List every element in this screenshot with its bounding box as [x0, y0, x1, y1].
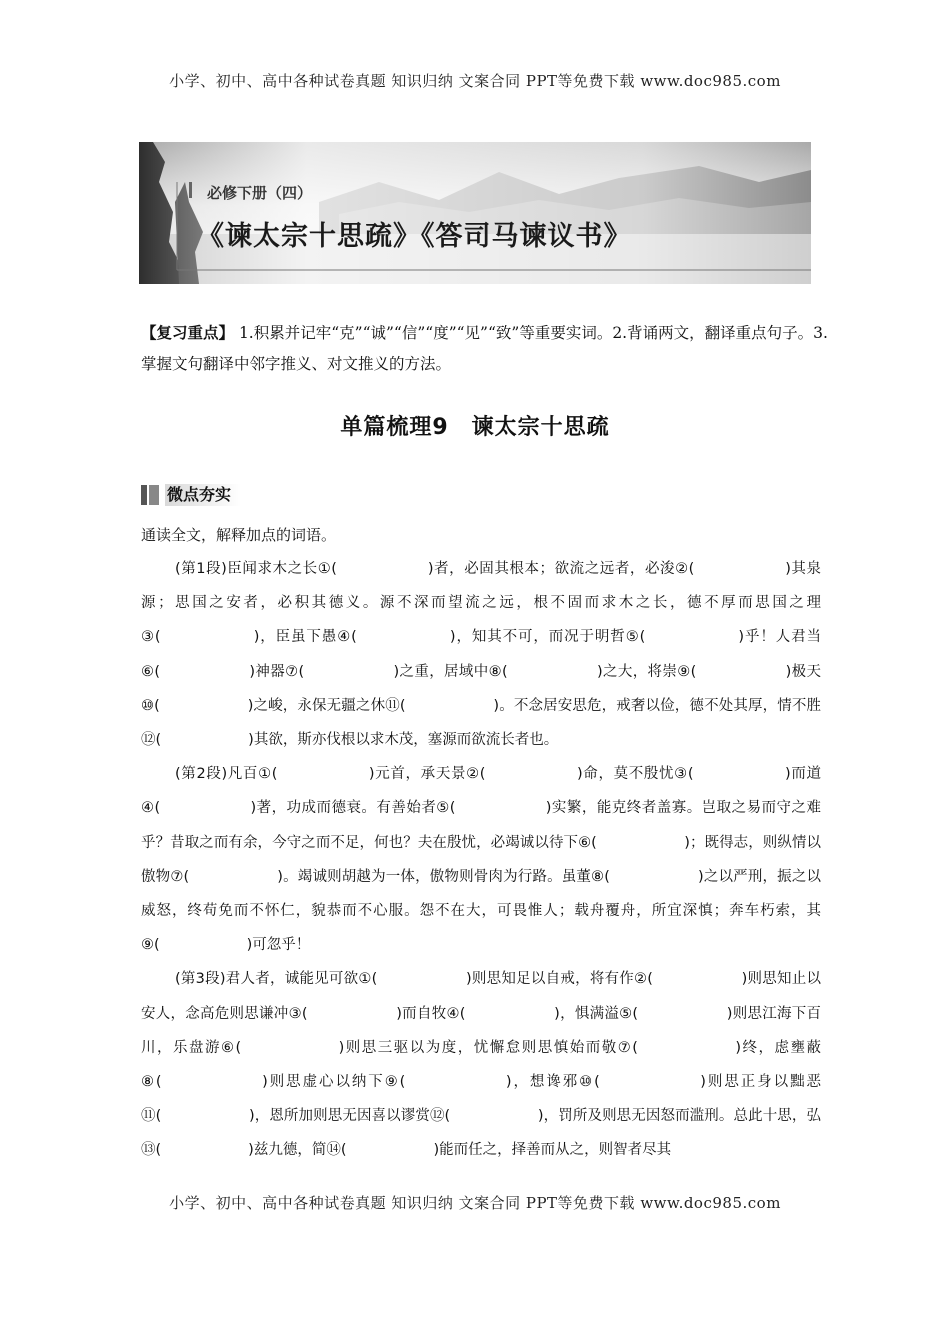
paragraph-1: (第1段)臣闻求木之长①( )者，必固其根本；欲流之远者，必浚②( )其泉源；思国之安者，必积其德义。源不深而望流之远，根不固而求木之长，德不厚而思国之理③( )，臣虽下愚④( )，知其不可，而况于明哲⑤( )乎！人君当⑥( )神器⑦( )之重，居域中⑧( )之大，将崇⑨( )极天⑩( )之峻，永保无疆之休⑪( )。不念居安思危，戒奢以俭，德不处其厚，情不胜⑫( )其欲，斯亦伐根以求木茂，塞源而欲流长者也。 [141, 561, 821, 749]
micro-label-text: 微点夯实 [165, 484, 241, 506]
page-footer: 小学、初中、高中各种试卷真题 知识归纳 文案合同 PPT等免费下载 www.doc985.com [169, 1194, 781, 1212]
title-banner [139, 142, 811, 284]
review-focus-text: 1.积累并记牢“克”“诚”“信”“度”“见”“致”等重要实词。2.背诵两文，翻译重点句子。3.掌握文句翻译中邻字推义、对文推义的方法。 [141, 324, 828, 373]
banner-title: 《谏太宗十思疏》《答司马谏议书》 [197, 221, 632, 252]
review-focus [141, 318, 831, 380]
label-bar-icon [141, 485, 147, 505]
instruction-text: 通读全文，解释加点的词语。 [141, 526, 337, 544]
page-header: 小学、初中、高中各种试卷真题 知识归纳 文案合同 PPT等免费下载 www.doc985.com [169, 72, 781, 90]
section-title: 单篇梳理9 谏太宗十思疏 [340, 415, 610, 440]
paragraph-3: (第3段)君人者，诚能见可欲①( )则思知足以自戒，将有作②( )则思知止以安人，念高危则思谦冲③( )而自牧④( )，惧满溢⑤( )则思江海下百川，乐盘游⑥( )则思三驱以为度，忧懈怠则思慎始而敬⑦( )终，虑壅蔽⑧( )则思虚心以纳下⑨( )，想谗邪⑩( )则思正身以黜恶⑪( )，恩所加则思无因喜以谬赏⑫( )，罚所及则思无因怒而滥刑。总此十思，弘⑬( )兹九德，简⑭( )能而任之，择善而从之，则智者尽其 [141, 971, 821, 1159]
review-focus-tag: 【复习重点】 [141, 324, 235, 342]
banner-subtitle: 必修下册（四） [207, 184, 313, 202]
passage-body [141, 552, 821, 1168]
label-bar-icon [149, 485, 159, 505]
micro-section-label [141, 484, 245, 506]
landscape-banner-image [139, 142, 811, 284]
paragraph-2: (第2段)凡百①( )元首，承天景②( )命，莫不殷忧③( )而道④( )著，功成而德衰。有善始者⑤( )实繁，能克终者盖寡。岂取之易而守之难乎？昔取之而有余，今守之而不足，何也？夫在殷忧，必竭诚以待下⑥( )；既得志，则纵情以傲物⑦( )。竭诚则胡越为一体，傲物则骨肉为行路。虽董⑧( )之以严刑，振之以威怒，终苟免而不怀仁，貌恭而不心服。怨不在大，可畏惟人；载舟覆舟，所宜深慎；奔车朽索，其⑨( )可忽乎！ [141, 766, 821, 954]
